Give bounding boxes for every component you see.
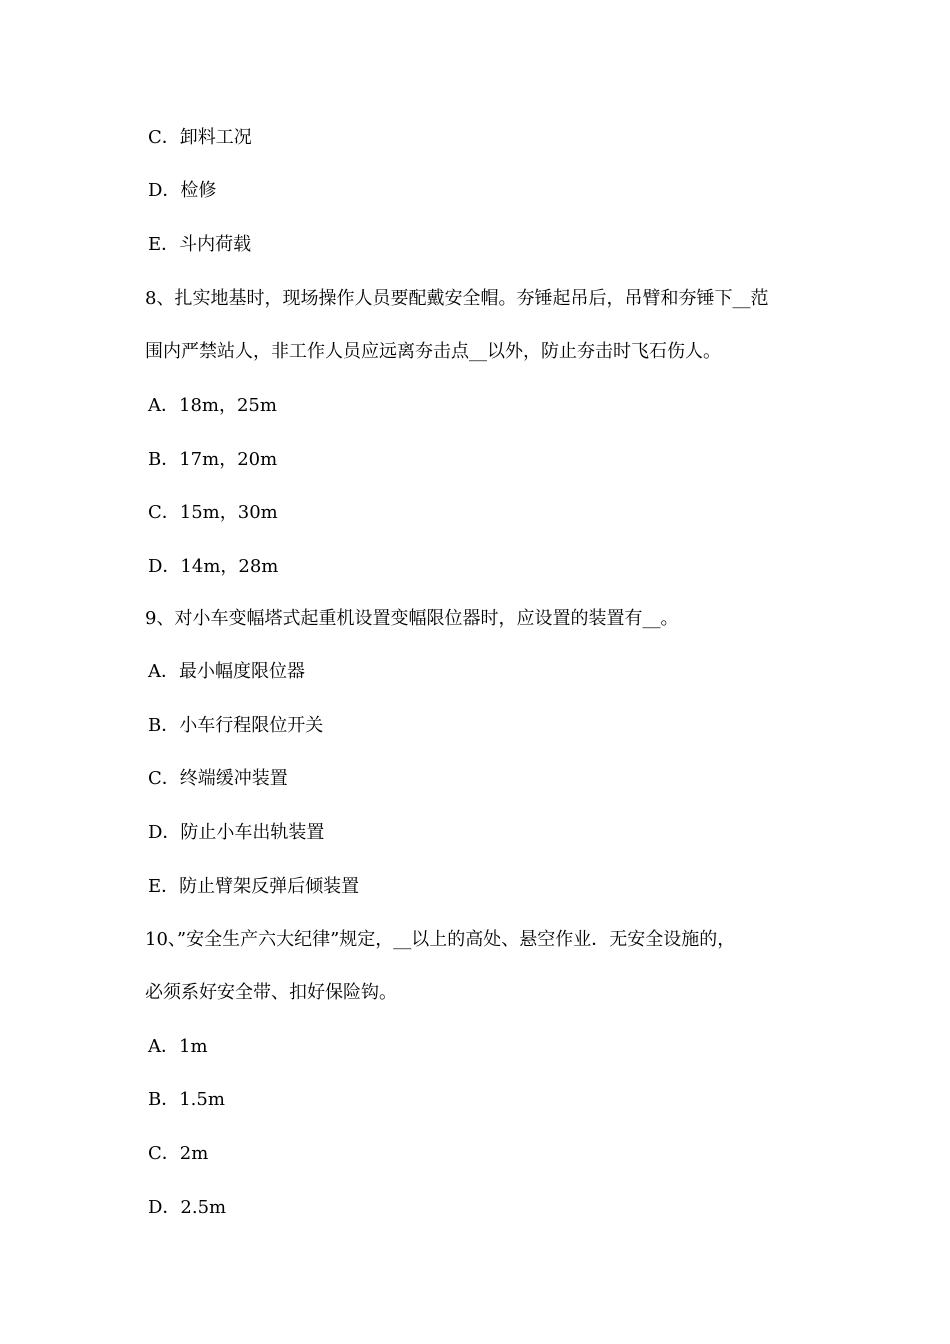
q9-option-e: E．防止臂架反弹后倾装置: [148, 876, 360, 897]
q9-option-d: D．防止小车出轨装置: [148, 822, 325, 843]
q8-stem-line2: 围内严禁站人，非工作人员应远离夯击点__以外，防止夯击时飞石伤人。: [145, 341, 721, 362]
q9-option-a: A．最小幅度限位器: [148, 661, 305, 682]
q9-option-b: B．小车行程限位开关: [148, 715, 324, 736]
q10-stem-line1: 10、”安全生产六大纪律”规定，__以上的高处、悬空作业．无安全设施的，: [145, 929, 736, 950]
q7-option-c: C．卸料工况: [148, 127, 252, 148]
q8-option-a: A．18m，25m: [148, 395, 277, 416]
q8-stem-line1: 8、扎实地基时，现场操作人员要配戴安全帽。夯锤起吊后，吊臂和夯锤下__范: [145, 288, 769, 309]
q7-option-d: D．检修: [148, 180, 217, 201]
q10-option-a: A．1m: [148, 1036, 208, 1057]
q8-option-b: B．17m，20m: [148, 449, 278, 470]
q9-stem-line1: 9、对小车变幅塔式起重机设置变幅限位器时，应设置的装置有__。: [145, 608, 679, 629]
q7-option-e: E．斗内荷载: [148, 234, 252, 255]
q8-option-c: C．15m，30m: [148, 502, 278, 523]
q10-option-d: D．2.5m: [148, 1197, 227, 1218]
q10-option-c: C．2m: [148, 1143, 209, 1164]
q8-option-d: D．14m，28m: [148, 556, 279, 577]
q9-option-c: C．终端缓冲装置: [148, 768, 288, 789]
q10-stem-line2: 必须系好安全带、扣好保险钩。: [145, 982, 397, 1003]
q10-option-b: B．1.5m: [148, 1089, 225, 1110]
